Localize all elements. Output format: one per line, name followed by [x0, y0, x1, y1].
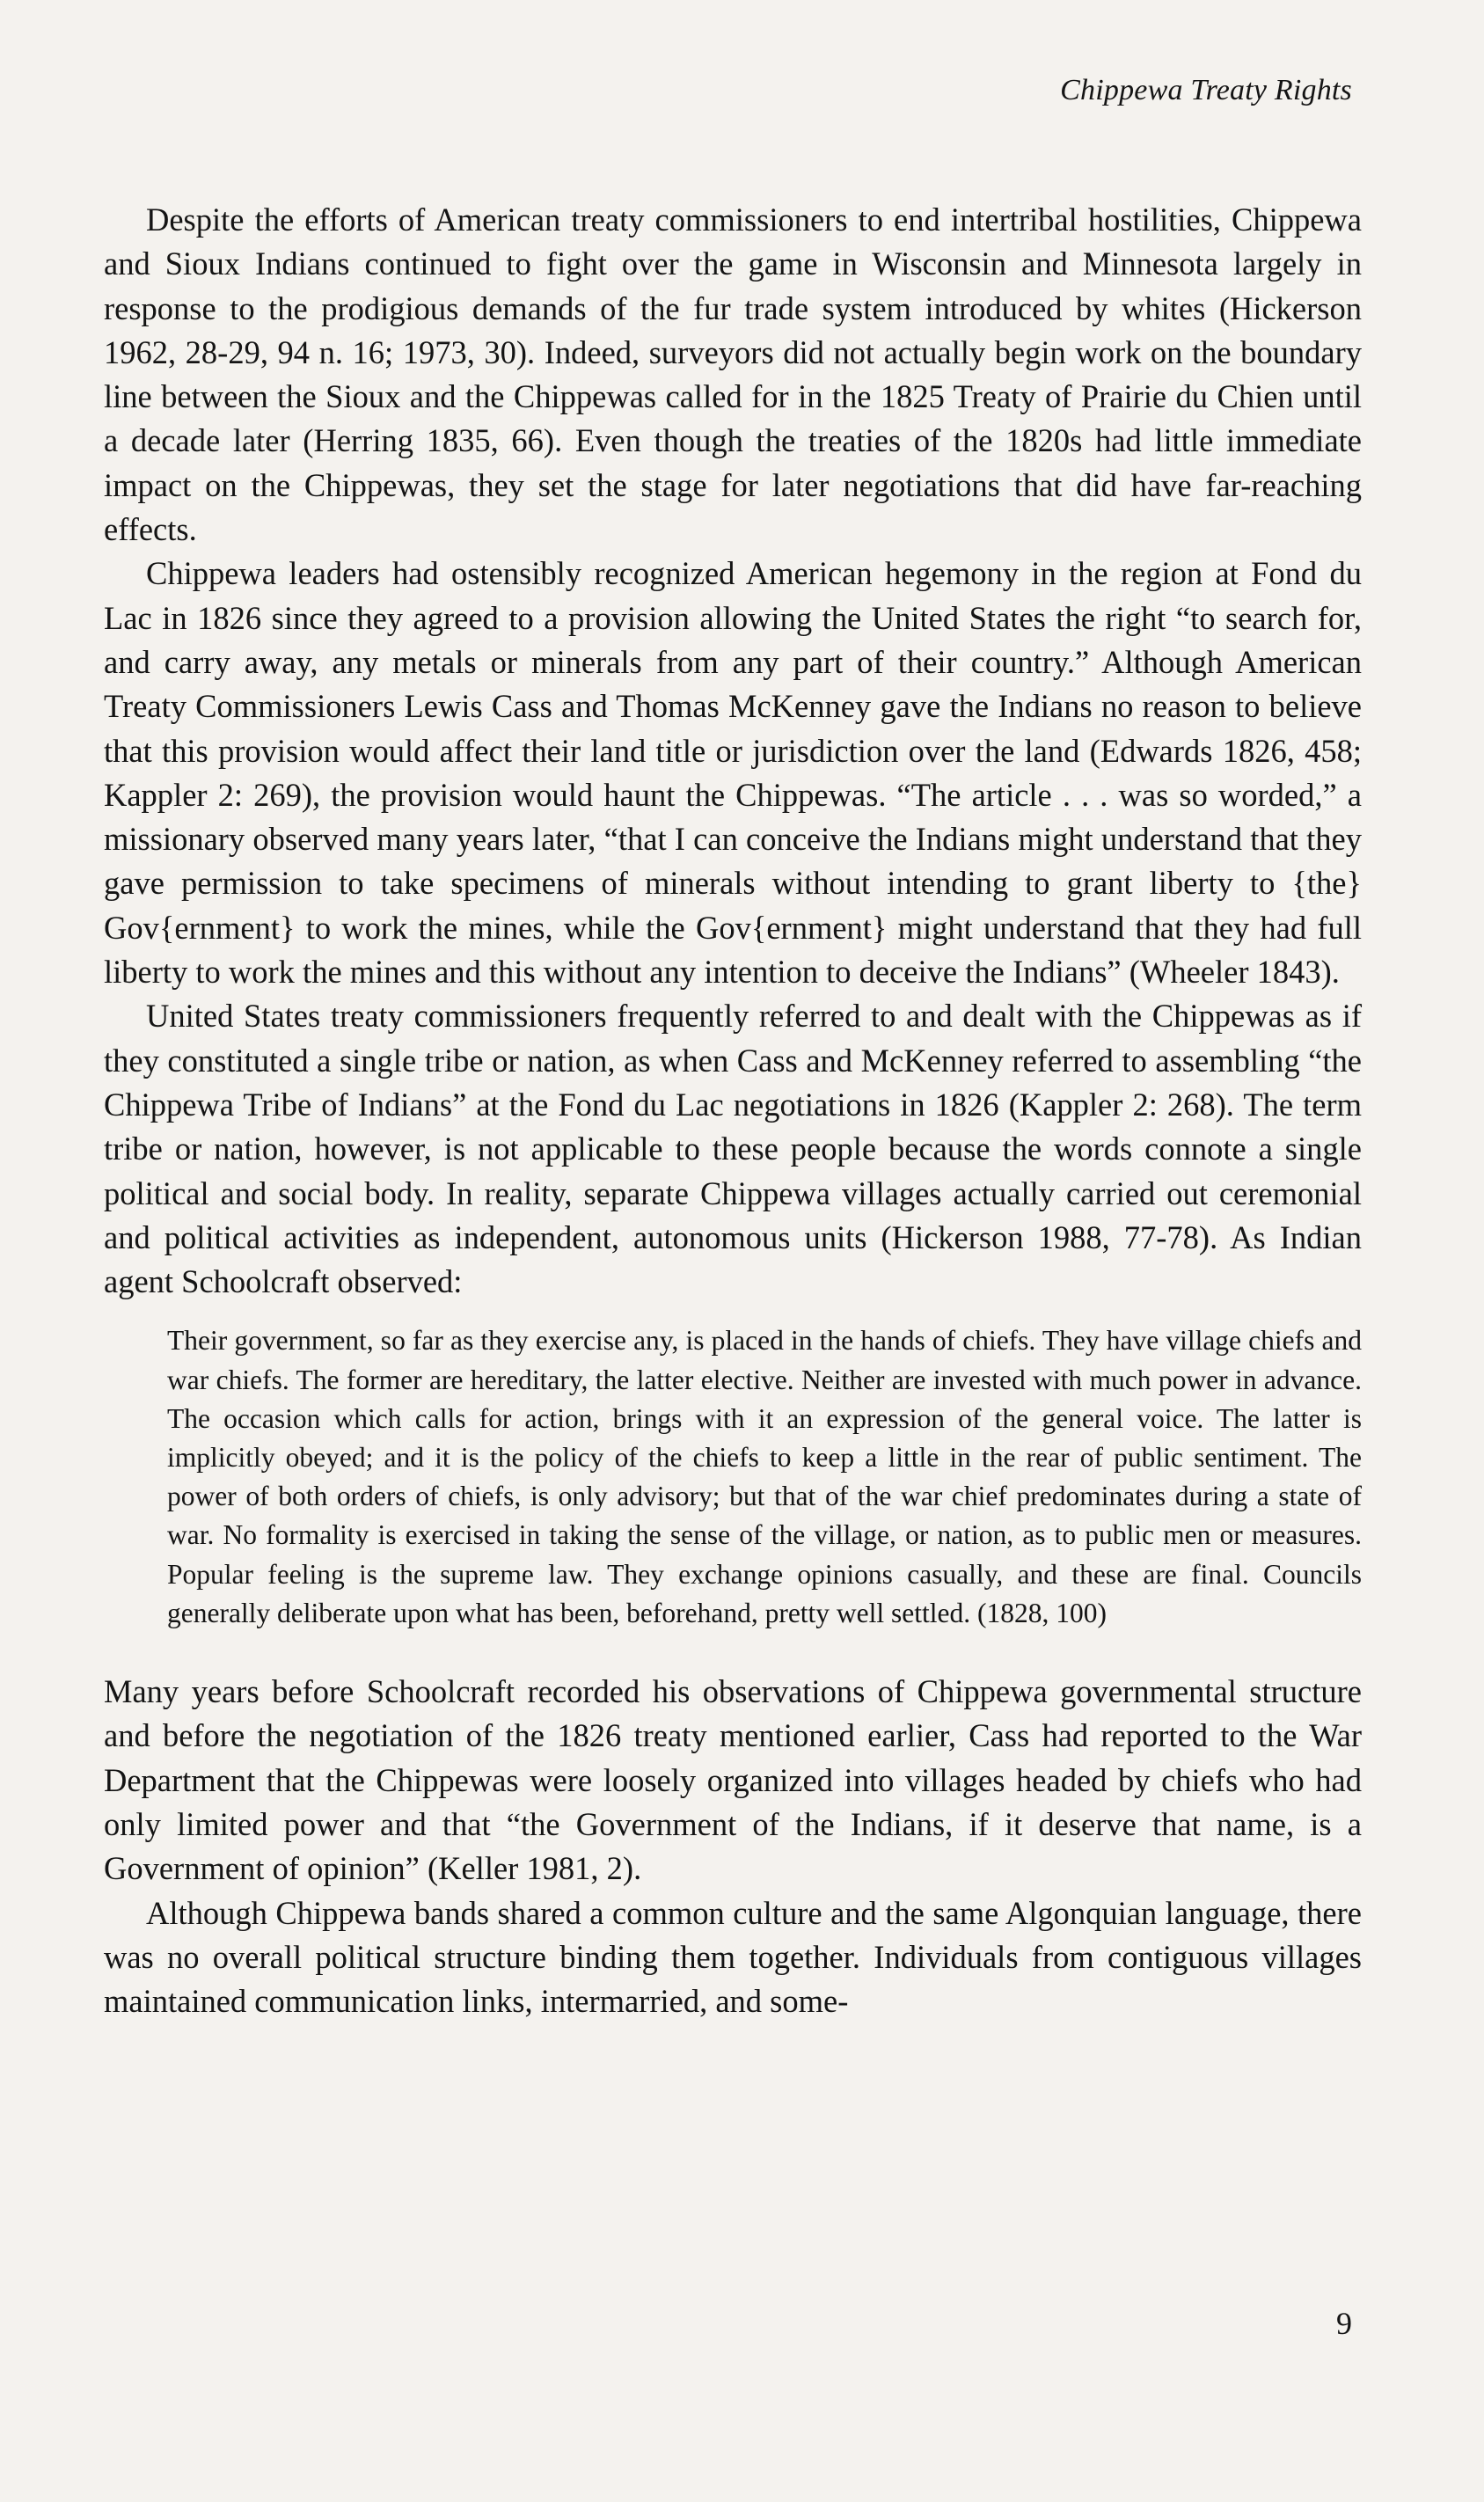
- paragraph-2: Chippewa leaders had ostensibly recognized American hegemony in the region at Fond du Lac in 1826 since they agreed to a provision allowing the United States the right “to search for, and carry away, any metals or minerals from any part of their country.” Although American Treaty Commissioners Lewis Cass and Thomas McKenney gave the Indians no reason to believe that this provision would affect their land title or jurisdiction over the land (Edwards 1826, 458; Kappler 2: 269), the provision would haunt the Chippewas. “The article . . . was so worded,” a missionary observed many years later, “that I can conceive the Indians might understand that they gave permission to take specimens of minerals without intending to grant liberty to {the} Gov{ernment} to work the mines, while the Gov{ernment} might understand that they had full liberty to work the mines and this without any intention to deceive the Indians” (Wheeler 1843).: [104, 555, 1362, 991]
- paragraph-final: Although Chippewa bands shared a common culture and the same Algonquian language, there was no overall political structure binding them together. Individuals from contiguous villages maintained communication links, intermarried, and some-: [104, 1894, 1362, 2020]
- body-text: [104, 198, 1362, 2023]
- paragraph-3: United States treaty commissioners frequently referred to and dealt with the Chippewas as if they constituted a single tribe or nation, as when Cass and McKenney referred to assembling “the Chippewa Tribe of Indians” at the Fond du Lac negotiations in 1826 (Kappler 2: 268). The term tribe or nation, however, is not applicable to these people because the words connote a single political and social body. In reality, separate Chippewa villages actually carried out ceremonial and political activities as independent, autonomous units (Hickerson 1988, 77-78). As Indian agent Schoolcraft observed:: [104, 998, 1362, 1300]
- paragraph-1: Despite the efforts of American treaty commissioners to end intertribal hostilities, Chippewa and Sioux Indians continued to fight over the game in Wisconsin and Minnesota largely in response to the prodigious demands of the fur trade system introduced by whites (Hickerson 1962, 28-29, 94 n. 16; 1973, 30). Indeed, surveyors did not actually begin work on the boundary line between the Sioux and the Chippewas called for in the 1825 Treaty of Prairie du Chien until a decade later (Herring 1835, 66). Even though the treaties of the 1820s had little immediate impact on the Chippewas, they set the stage for later negotiations that did have far-reaching effects.: [104, 201, 1362, 548]
- running-head: Chippewa Treaty Rights: [1060, 74, 1352, 106]
- page-number: 9: [1336, 2306, 1352, 2341]
- schoolcraft-block-quote: Their government, so far as they exercise any, is placed in the hands of chiefs. They have village chiefs and war chiefs. The former are hereditary, the latter elective. Neither are invested with much power in advance. The occasion which calls for action, brings with it an expression of the general voice. The latter is implicitly obeyed; and it is the policy of the chiefs to keep a little in the rear of public sentiment. The power of both orders of chiefs, is only advisory; but that of the war chief predominates during a state of war. No formality is exercised in taking the sense of the village, or nation, as to public men or measures. Popular feeling is the supreme law. They exchange opinions casually, and these are final. Councils generally deliberate upon what has been, beforehand, pretty well settled. (1828, 100): [167, 1325, 1362, 1628]
- paragraph-after-quote: Many years before Schoolcraft recorded his observations of Chippewa governmental structure and before the negotiation of the 1826 treaty mentioned earlier, Cass had reported to the War Department that the Chippewas were loosely organized into villages headed by chiefs who had only limited power and that “the Government of the Indians, if it deserve that name, is a Government of opinion” (Keller 1981, 2).: [104, 1673, 1362, 1887]
